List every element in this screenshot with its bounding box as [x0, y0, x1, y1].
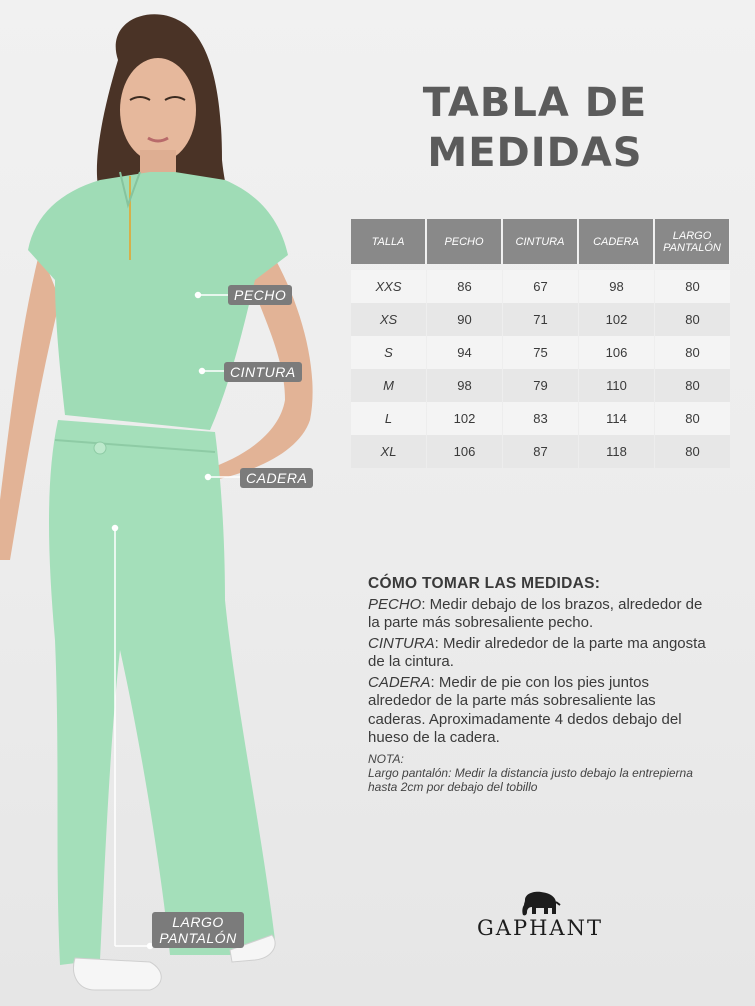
- instruction-term: PECHO: [368, 595, 422, 613]
- table-cell: 98: [579, 270, 654, 303]
- header-largo-pantalon: LARGO PANTALÓN: [655, 219, 730, 264]
- instruction-text: : Medir debajo de los brazos, alrededor de la parte más sobresaliente pecho.: [368, 595, 703, 631]
- elephant-icon: [519, 890, 561, 918]
- table-cell-talla: M: [351, 369, 426, 402]
- size-table: [351, 219, 730, 468]
- instructions: [368, 575, 713, 794]
- label-largo-pantalon: LARGO PANTALÓN: [152, 912, 244, 948]
- table-cell-talla: S: [351, 336, 426, 369]
- table-cell: 75: [503, 336, 578, 369]
- table-cell: 67: [503, 270, 578, 303]
- brand-logo: [470, 890, 610, 940]
- table-cell: 86: [427, 270, 502, 303]
- instruction-cadera: [368, 674, 713, 748]
- header-talla: TALLA: [351, 219, 426, 264]
- table-cell: 98: [427, 369, 502, 402]
- label-cintura: CINTURA: [224, 362, 302, 382]
- instruction-term: CADERA: [368, 673, 431, 691]
- model-photo: [0, 0, 360, 1006]
- label-cadera: CADERA: [240, 468, 313, 488]
- header-pecho: PECHO: [427, 219, 502, 264]
- label-pecho: PECHO: [228, 285, 292, 305]
- instruction-cintura: [368, 635, 713, 672]
- face: [120, 58, 196, 162]
- table-cell: 118: [579, 435, 654, 468]
- table-cell: 102: [427, 402, 502, 435]
- title-line-2: MEDIDAS: [427, 130, 643, 176]
- table-cell: 80: [655, 270, 730, 303]
- header-cadera: CADERA: [579, 219, 654, 264]
- table-cell: 94: [427, 336, 502, 369]
- table-cell: 80: [655, 336, 730, 369]
- instruction-text: : Medir alrededor de la parte ma angosta de la cintura.: [368, 634, 706, 670]
- table-cell: 102: [579, 303, 654, 336]
- table-cell-talla: XXS: [351, 270, 426, 303]
- table-cell: 110: [579, 369, 654, 402]
- table-cell: 79: [503, 369, 578, 402]
- table-cell-talla: L: [351, 402, 426, 435]
- shoe-left: [74, 958, 162, 990]
- brand-name: GAPHANT: [477, 916, 603, 940]
- scrub-pants: [49, 420, 275, 965]
- table-cell: 83: [503, 402, 578, 435]
- instruction-pecho: [368, 596, 713, 633]
- table-cell: 90: [427, 303, 502, 336]
- note-label: NOTA:: [368, 751, 404, 766]
- table-cell: 114: [579, 402, 654, 435]
- table-cell-talla: XS: [351, 303, 426, 336]
- instruction-term: CINTURA: [368, 634, 435, 652]
- table-cell: 80: [655, 369, 730, 402]
- table-cell: 106: [427, 435, 502, 468]
- header-cintura: CINTURA: [503, 219, 578, 264]
- instruction-text: : Medir de pie con los pies juntos alrededor de la parte más sobresaliente las caderas. Aproximadamente 4 dedos debajo del hueso de la cadera.: [368, 673, 682, 746]
- title-line-1: TABLA DE: [422, 80, 648, 126]
- table-cell: 71: [503, 303, 578, 336]
- table-cell: 80: [655, 303, 730, 336]
- note-text: Largo pantalón: Medir la distancia justo debajo la entrepierna hasta 2cm por debajo del tobillo: [368, 765, 693, 794]
- instructions-heading: CÓMO TOMAR LAS MEDIDAS:: [368, 575, 601, 592]
- table-cell: 80: [655, 435, 730, 468]
- table-cell: 106: [579, 336, 654, 369]
- table-cell-talla: XL: [351, 435, 426, 468]
- table-cell: 87: [503, 435, 578, 468]
- table-cell: 80: [655, 402, 730, 435]
- page-title: [380, 78, 690, 178]
